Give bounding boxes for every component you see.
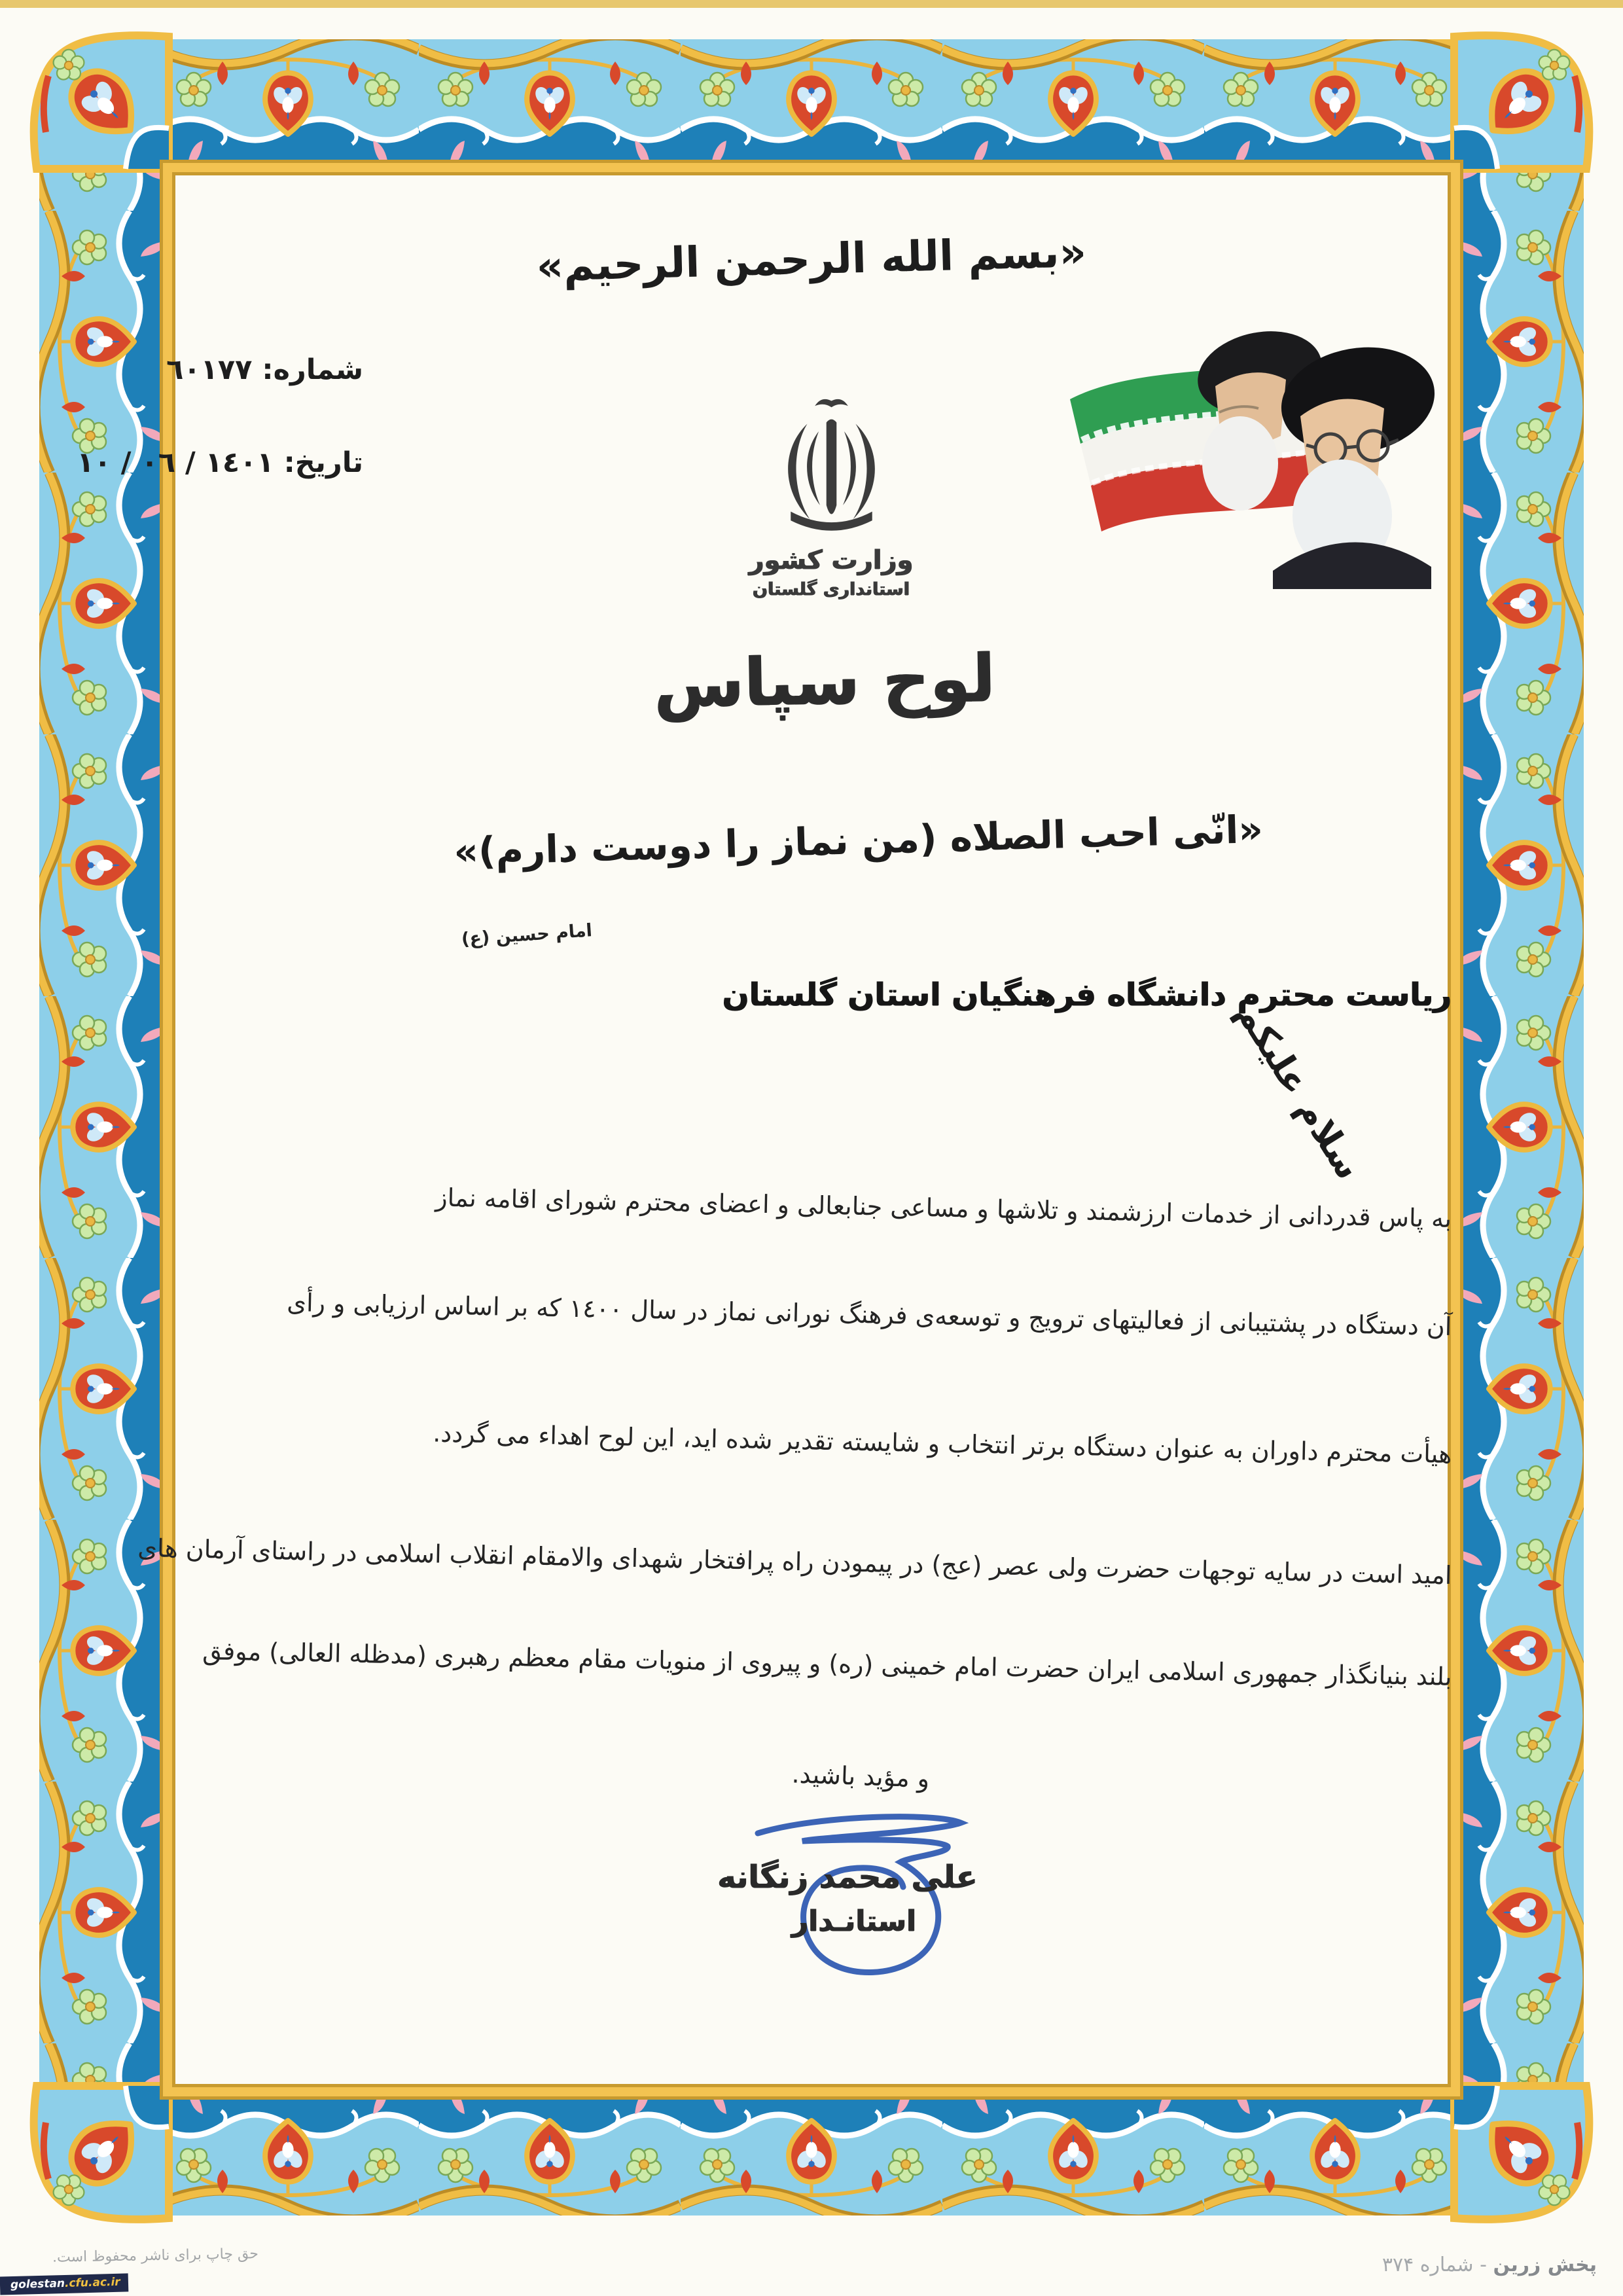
doc-number-line <box>166 353 363 386</box>
ministry-name: وزارت کشور <box>749 545 914 575</box>
website-badge <box>0 2273 128 2295</box>
doc-number-value: ٦٠١٧٧ <box>166 353 253 386</box>
quote-calligraphy: «انّی احب الصلاه (من نماز را دوست دارم)» <box>453 806 1264 874</box>
bismillah-calligraphy: «بسم الله الرحمن الرحیم» <box>535 228 1087 291</box>
closing-line: و مؤید باشید. <box>791 1759 930 1793</box>
body-line: به پاس قدردانی از خدمات ارزشمند و تلاشها و مساعی جنابعالی و اعضای محترم شورای اقامه نماز <box>435 1183 1452 1233</box>
signatory-name: علی محمد زنگانه <box>717 1859 978 1895</box>
greeting-calligraphy: سلام علیکم <box>1228 994 1370 1187</box>
body-line: آن دستگاه در پشتیبانی از فعالیتهای ترویج و توسعه‌ی فرهنگ نورانی نماز در سال ١٤٠٠ که بر اساس ارزیابی و رأی <box>286 1287 1452 1341</box>
addressee-line: ریاست محترم دانشگاه فرهنگیان استان گلستان <box>722 977 1452 1013</box>
leaders-photo <box>1044 288 1456 589</box>
doc-date-value: ١٤٠١ / ٠٦ / ١٠ <box>77 446 274 479</box>
signatory-role: استانـدار <box>791 1905 917 1938</box>
certificate-title: لوح سپاس <box>653 639 996 723</box>
body-line: هیأت محترم داوران به عنوان دستگاه برتر انتخاب و شایسته تقدیر شده اید، این لوح اهداء می گردد. <box>432 1418 1452 1469</box>
doc-number-label: شماره: <box>262 353 363 386</box>
iran-emblem-icon <box>774 395 889 543</box>
body-line: بلند بنیانگذار جمهوری اسلامی ایران حضرت امام خمینی (ره) و پیروی از منویات مقام معظم رهبری (مدظله العالی) موفق <box>202 1636 1452 1691</box>
copyright-note: حق چاپ برای ناشر محفوظ است. <box>52 2246 259 2266</box>
doc-date-label: تاریخ: <box>283 446 363 479</box>
website-domain: .cfu.ac.ir <box>64 2275 120 2290</box>
publisher-note <box>1371 2253 1597 2276</box>
publisher-name: پخش زرین <box>1493 2253 1597 2276</box>
quote-attribution: امام حسین (ع) <box>461 920 593 950</box>
governorate-name: استانداری گلستان <box>752 579 910 600</box>
website-name: golestan <box>10 2276 65 2292</box>
doc-date-line <box>77 446 363 479</box>
letterhead <box>723 395 939 600</box>
body-line: امید است در سایه توجهات حضرت ولی عصر (عج) در پیمودن راه پرافتخار شهدای والامقام انقلاب اسلامی در راستای آرمان های <box>137 1533 1452 1590</box>
publisher-number: - شماره ۳۷۴ <box>1382 2253 1493 2276</box>
reference-block <box>77 353 363 479</box>
